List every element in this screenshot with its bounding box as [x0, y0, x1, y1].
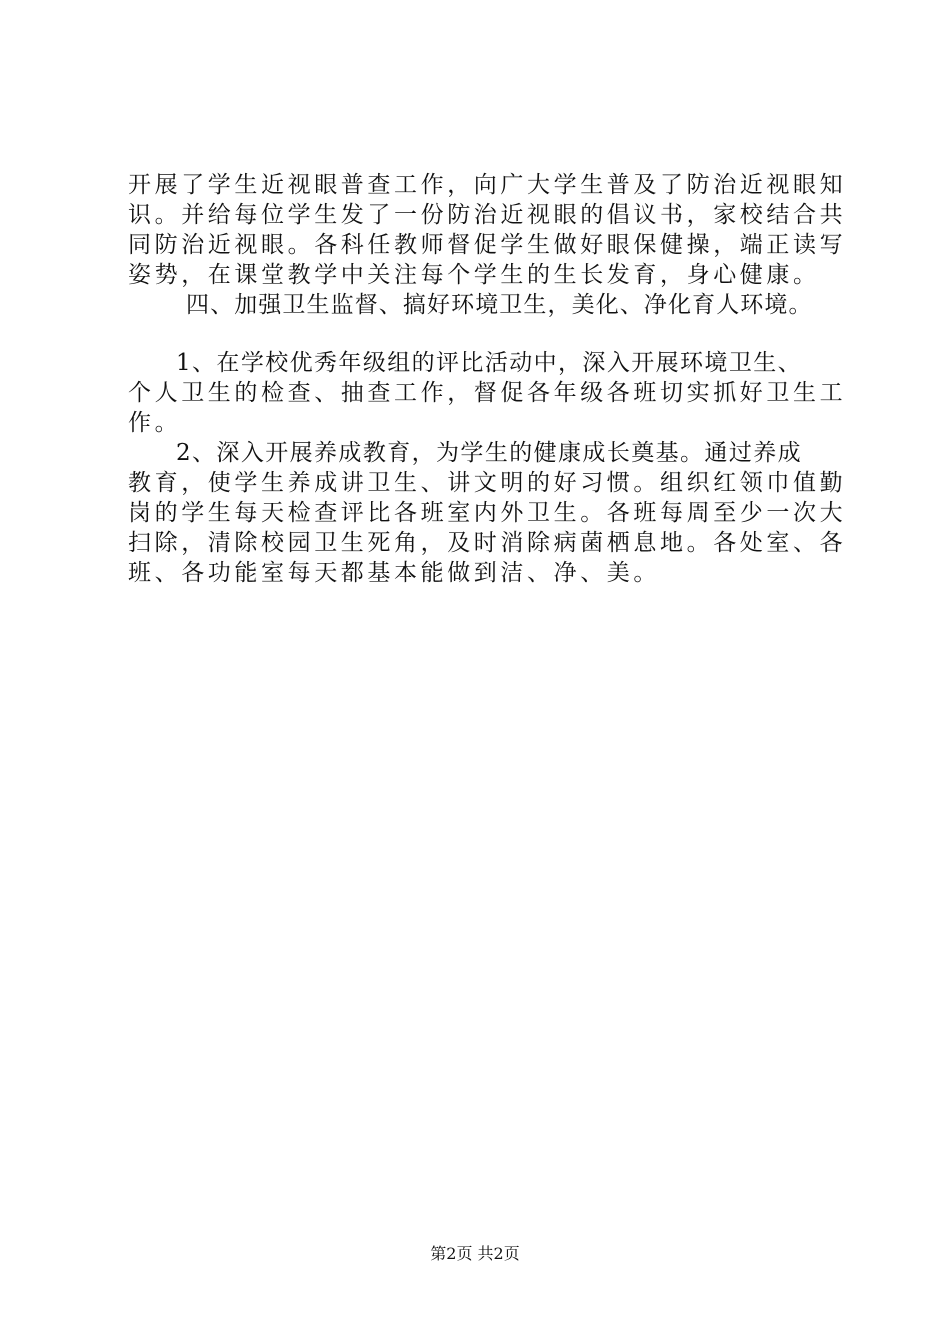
- paragraph-line: 个人卫生的检查、抽查工作，督促各年级各班切实抓好卫生工: [128, 380, 847, 406]
- paragraph-line: 班、各功能室每天都基本能做到洁、净、美。: [128, 560, 660, 586]
- page-footer: [0, 1243, 950, 1265]
- paragraph-line: 教育，使学生养成讲卫生、讲文明的好习惯。组织红领巾值勤: [128, 470, 847, 496]
- paragraph-line: 2、深入开展养成教育，为学生的健康成长奠基。通过养成: [176, 440, 803, 466]
- paragraph-line: 扫除，清除校园卫生死角，及时消除病菌栖息地。各处室、各: [128, 530, 847, 556]
- paragraph-line: 识。并给每位学生发了一份防治近视眼的倡议书，家校结合共: [128, 202, 847, 228]
- paragraph-gap: [128, 320, 828, 348]
- paragraph-line: 作。: [128, 410, 182, 436]
- paragraph-line: 姿势，在课堂教学中关注每个学生的生长发育，身心健康。: [128, 262, 820, 288]
- paragraph-line: 1、在学校优秀年级组的评比活动中，深入开展环境卫生、: [176, 350, 803, 376]
- paragraph-line: 同防治近视眼。各科任教师督促学生做好眼保健操，端正读写: [128, 232, 847, 258]
- page-number: 第2页 共2页: [430, 1244, 520, 1263]
- document-body: [128, 170, 847, 588]
- paragraph-line: 岗的学生每天检查评比各班室内外卫生。各班每周至少一次大: [128, 500, 847, 526]
- section-heading: 四、加强卫生监督、搞好环境卫生，美化、净化育人环境。: [186, 292, 813, 318]
- paragraph-line: 开展了学生近视眼普查工作，向广大学生普及了防治近视眼知: [128, 172, 847, 198]
